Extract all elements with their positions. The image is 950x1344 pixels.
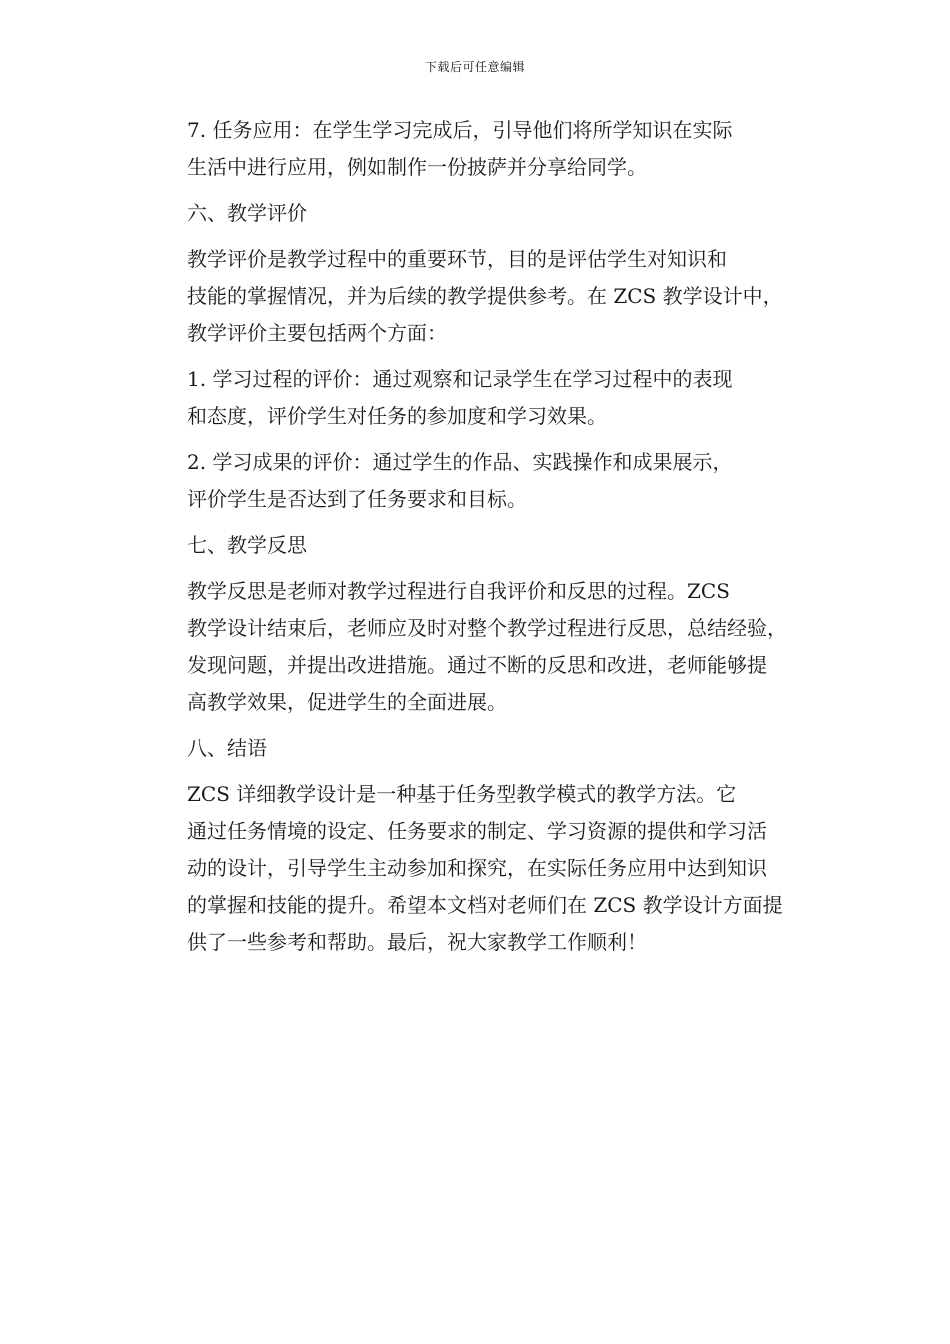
paragraph-line: 的掌握和技能的提升。希望本文档对老师们在 ZCS 教学设计方面提 <box>187 893 783 917</box>
paragraph-line: 技能的掌握情况，并为后续的教学提供参考。在 ZCS 教学设计中， <box>187 284 783 308</box>
paragraph <box>145 361 813 435</box>
paragraph-line: 和态度，评价学生对任务的参加度和学习效果。 <box>187 404 607 428</box>
paragraph <box>145 776 813 961</box>
paragraph-line: ZCS 详细教学设计是一种基于任务型教学模式的教学方法。它 <box>187 782 737 806</box>
paragraph-line: 生活中进行应用，例如制作一份披萨并分享给同学。 <box>187 155 647 179</box>
paragraph-line: 动的设计，引导学生主动参加和探究，在实际任务应用中达到知识 <box>187 856 767 880</box>
paragraph-line: 供了一些参考和帮助。最后，祝大家教学工作顺利！ <box>187 930 647 954</box>
paragraph-line: 通过任务情境的设定、任务要求的制定、学习资源的提供和学习活 <box>187 819 767 843</box>
document-body <box>145 112 813 970</box>
paragraph-line: 7. 任务应用：在学生学习完成后，引导他们将所学知识在实际 <box>187 118 733 142</box>
paragraph-line: 教学评价是教学过程中的重要环节，目的是评估学生对知识和 <box>187 247 727 271</box>
paragraph <box>145 241 813 352</box>
paragraph <box>145 112 813 186</box>
paragraph-line: 教学评价主要包括两个方面： <box>187 321 447 345</box>
paragraph-line: 评价学生是否达到了任务要求和目标。 <box>187 487 527 511</box>
section-heading: 六、教学评价 <box>187 201 307 225</box>
paragraph-line: 高教学效果，促进学生的全面进展。 <box>187 690 507 714</box>
header-note: 下载后可任意编辑 <box>424 60 525 74</box>
paragraph-line: 教学设计结束后，老师应及时对整个教学过程进行反思，总结经验， <box>187 616 787 640</box>
paragraph-line: 2. 学习成果的评价：通过学生的作品、实践操作和成果展示， <box>187 450 733 474</box>
section-heading: 七、教学反思 <box>187 533 307 557</box>
paragraph-line: 教学反思是老师对教学过程进行自我评价和反思的过程。ZCS <box>187 579 730 603</box>
paragraph <box>145 444 813 518</box>
paragraph-line: 1. 学习过程的评价：通过观察和记录学生在学习过程中的表现 <box>187 367 733 391</box>
paragraph <box>145 573 813 721</box>
paragraph-line: 发现问题，并提出改进措施。通过不断的反思和改进，老师能够提 <box>187 653 767 677</box>
section-heading: 八、结语 <box>187 736 267 760</box>
